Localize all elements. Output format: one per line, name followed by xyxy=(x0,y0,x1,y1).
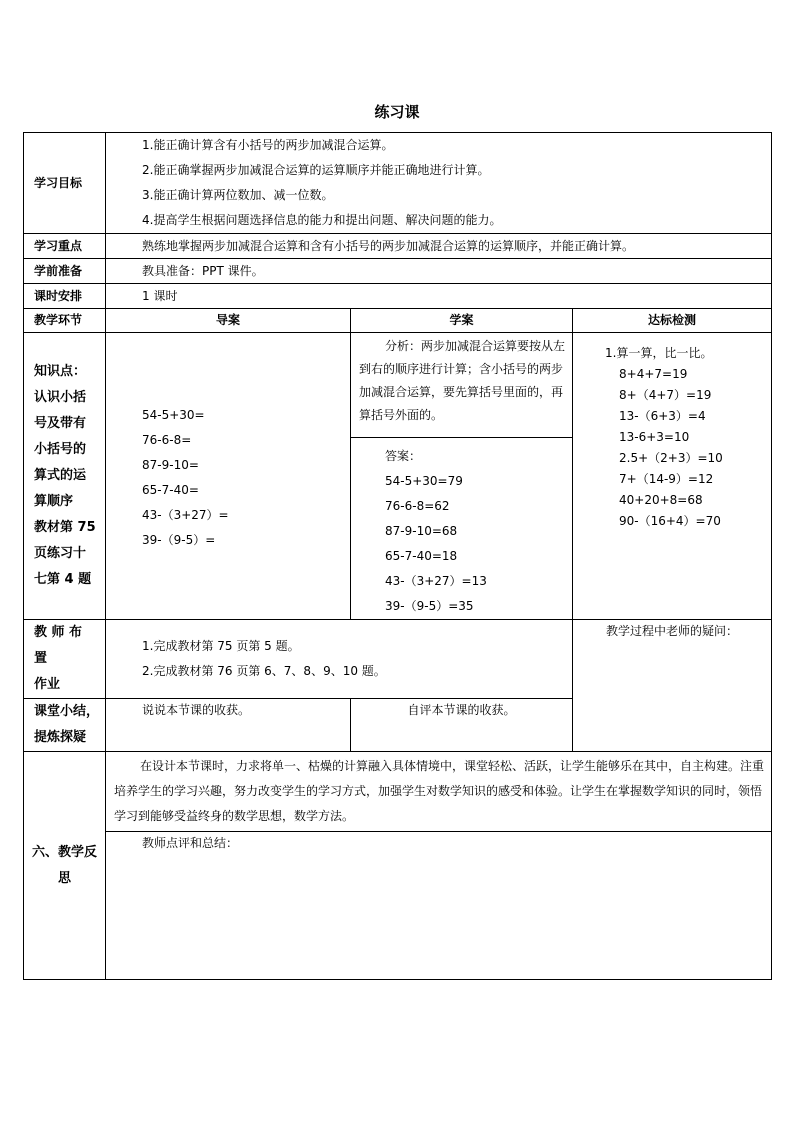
answer-item: 65-7-40=18 xyxy=(385,549,458,563)
teacher-question: 教学过程中老师的疑问： xyxy=(573,620,772,752)
prep-text: 教具准备：PPT 课件。 xyxy=(106,259,772,284)
goals-list xyxy=(106,133,772,234)
answer-list xyxy=(351,438,573,620)
goals-row xyxy=(24,133,772,234)
check-title: 1.算一算，比一比。 xyxy=(605,346,713,360)
focus-label: 学习重点 xyxy=(24,234,106,259)
lesson-plan-table xyxy=(23,132,772,980)
goal-item: 3.能正确计算两位数加、减一位数。 xyxy=(142,188,334,202)
answer-item: 39-（9-5）=35 xyxy=(385,599,474,613)
exercise-item: 76-6-8= xyxy=(142,433,192,447)
schedule-row xyxy=(24,284,772,309)
summary-left: 说说本节课的收获。 xyxy=(106,699,351,752)
col-stage-header: 教学环节 xyxy=(24,309,106,333)
knowledge-label: 知识点： 认识小括 号及带有 小括号的 算式的运 算顺序 教材第 75 页练习十 七第 4 题 xyxy=(24,333,106,620)
check-item: 8+（4+7）=19 xyxy=(619,388,712,402)
page-title: 练习课 xyxy=(374,103,420,121)
exercise-item: 87-9-10= xyxy=(142,458,199,472)
analysis-text: 分析：两步加减混合运算要按从左到右的顺序进行计算；含小括号的两步加减混合运算，要先算括号里面的，再算括号外面的。 xyxy=(351,333,573,438)
exercise-item: 43-（3+27）= xyxy=(142,508,229,522)
exercise-item: 65-7-40= xyxy=(142,483,199,497)
exercise-item: 54-5+30= xyxy=(142,408,205,422)
reflection-text: 在设计本节课时，力求将单一、枯燥的计算融入具体情境中，课堂轻松、活跃，让学生能够乐在其中，自主构建。注重培养学生的学习兴趣，努力改变学生的学习方式，加强学生对数学知识的感受和体验。让学生在掌握数学知识的同时，领悟学习到能够受益终身的数学思想，数学方法。 xyxy=(114,759,765,823)
answer-item: 43-（3+27）=13 xyxy=(385,574,487,588)
answer-item: 76-6-8=62 xyxy=(385,499,450,513)
answer-label: 答案： xyxy=(385,449,422,463)
focus-text: 熟练地掌握两步加减混合运算和含有小括号的两步加减混合运算的运算顺序，并能正确计算。 xyxy=(106,234,772,259)
exercise-list xyxy=(106,333,351,620)
focus-row xyxy=(24,234,772,259)
check-item: 40+20+8=68 xyxy=(619,493,703,507)
prep-row xyxy=(24,259,772,284)
schedule-text: 1 课时 xyxy=(106,284,772,309)
check-item: 2.5+（2+3）=10 xyxy=(619,451,723,465)
check-item: 7+（14-9）=12 xyxy=(619,472,714,486)
teacher-comment: 教师点评和总结： xyxy=(106,832,772,980)
homework-row xyxy=(24,620,772,699)
check-list xyxy=(573,333,772,620)
knowledge-row-top xyxy=(24,333,772,438)
reflection-label: 六、教学反 思 xyxy=(24,752,106,980)
column-header-row xyxy=(24,309,772,333)
goal-item: 2.能正确掌握两步加减混合运算的运算顺序并能正确地进行计算。 xyxy=(142,163,490,177)
homework-label: 教 师 布 置 作业 xyxy=(24,620,106,699)
summary-label: 课堂小结， 提炼探疑 xyxy=(24,699,106,752)
prep-label: 学前准备 xyxy=(24,259,106,284)
check-item: 13-（6+3）=4 xyxy=(619,409,706,423)
summary-right: 自评本节课的收获。 xyxy=(351,699,573,752)
answer-item: 87-9-10=68 xyxy=(385,524,458,538)
homework-list xyxy=(106,620,573,699)
check-item: 8+4+7=19 xyxy=(619,367,688,381)
col-guide-header: 导案 xyxy=(106,309,351,333)
goal-item: 1.能正确计算含有小括号的两步加减混合运算。 xyxy=(142,138,394,152)
reflection-row xyxy=(24,752,772,832)
homework-item: 1.完成教材第 75 页第 5 题。 xyxy=(142,639,300,653)
comment-row xyxy=(24,832,772,980)
schedule-label: 课时安排 xyxy=(24,284,106,309)
col-study-header: 学案 xyxy=(351,309,573,333)
check-item: 90-（16+4）=70 xyxy=(619,514,721,528)
homework-item: 2.完成教材第 76 页第 6、7、8、9、10 题。 xyxy=(142,664,386,678)
goals-label: 学习目标 xyxy=(24,133,106,234)
col-check-header: 达标检测 xyxy=(573,309,772,333)
reflection-text-cell xyxy=(106,752,772,832)
answer-item: 54-5+30=79 xyxy=(385,474,463,488)
goal-item: 4.提高学生根据问题选择信息的能力和提出问题、解决问题的能力。 xyxy=(142,213,502,227)
exercise-item: 39-（9-5）= xyxy=(142,533,216,547)
check-item: 13-6+3=10 xyxy=(619,430,690,444)
